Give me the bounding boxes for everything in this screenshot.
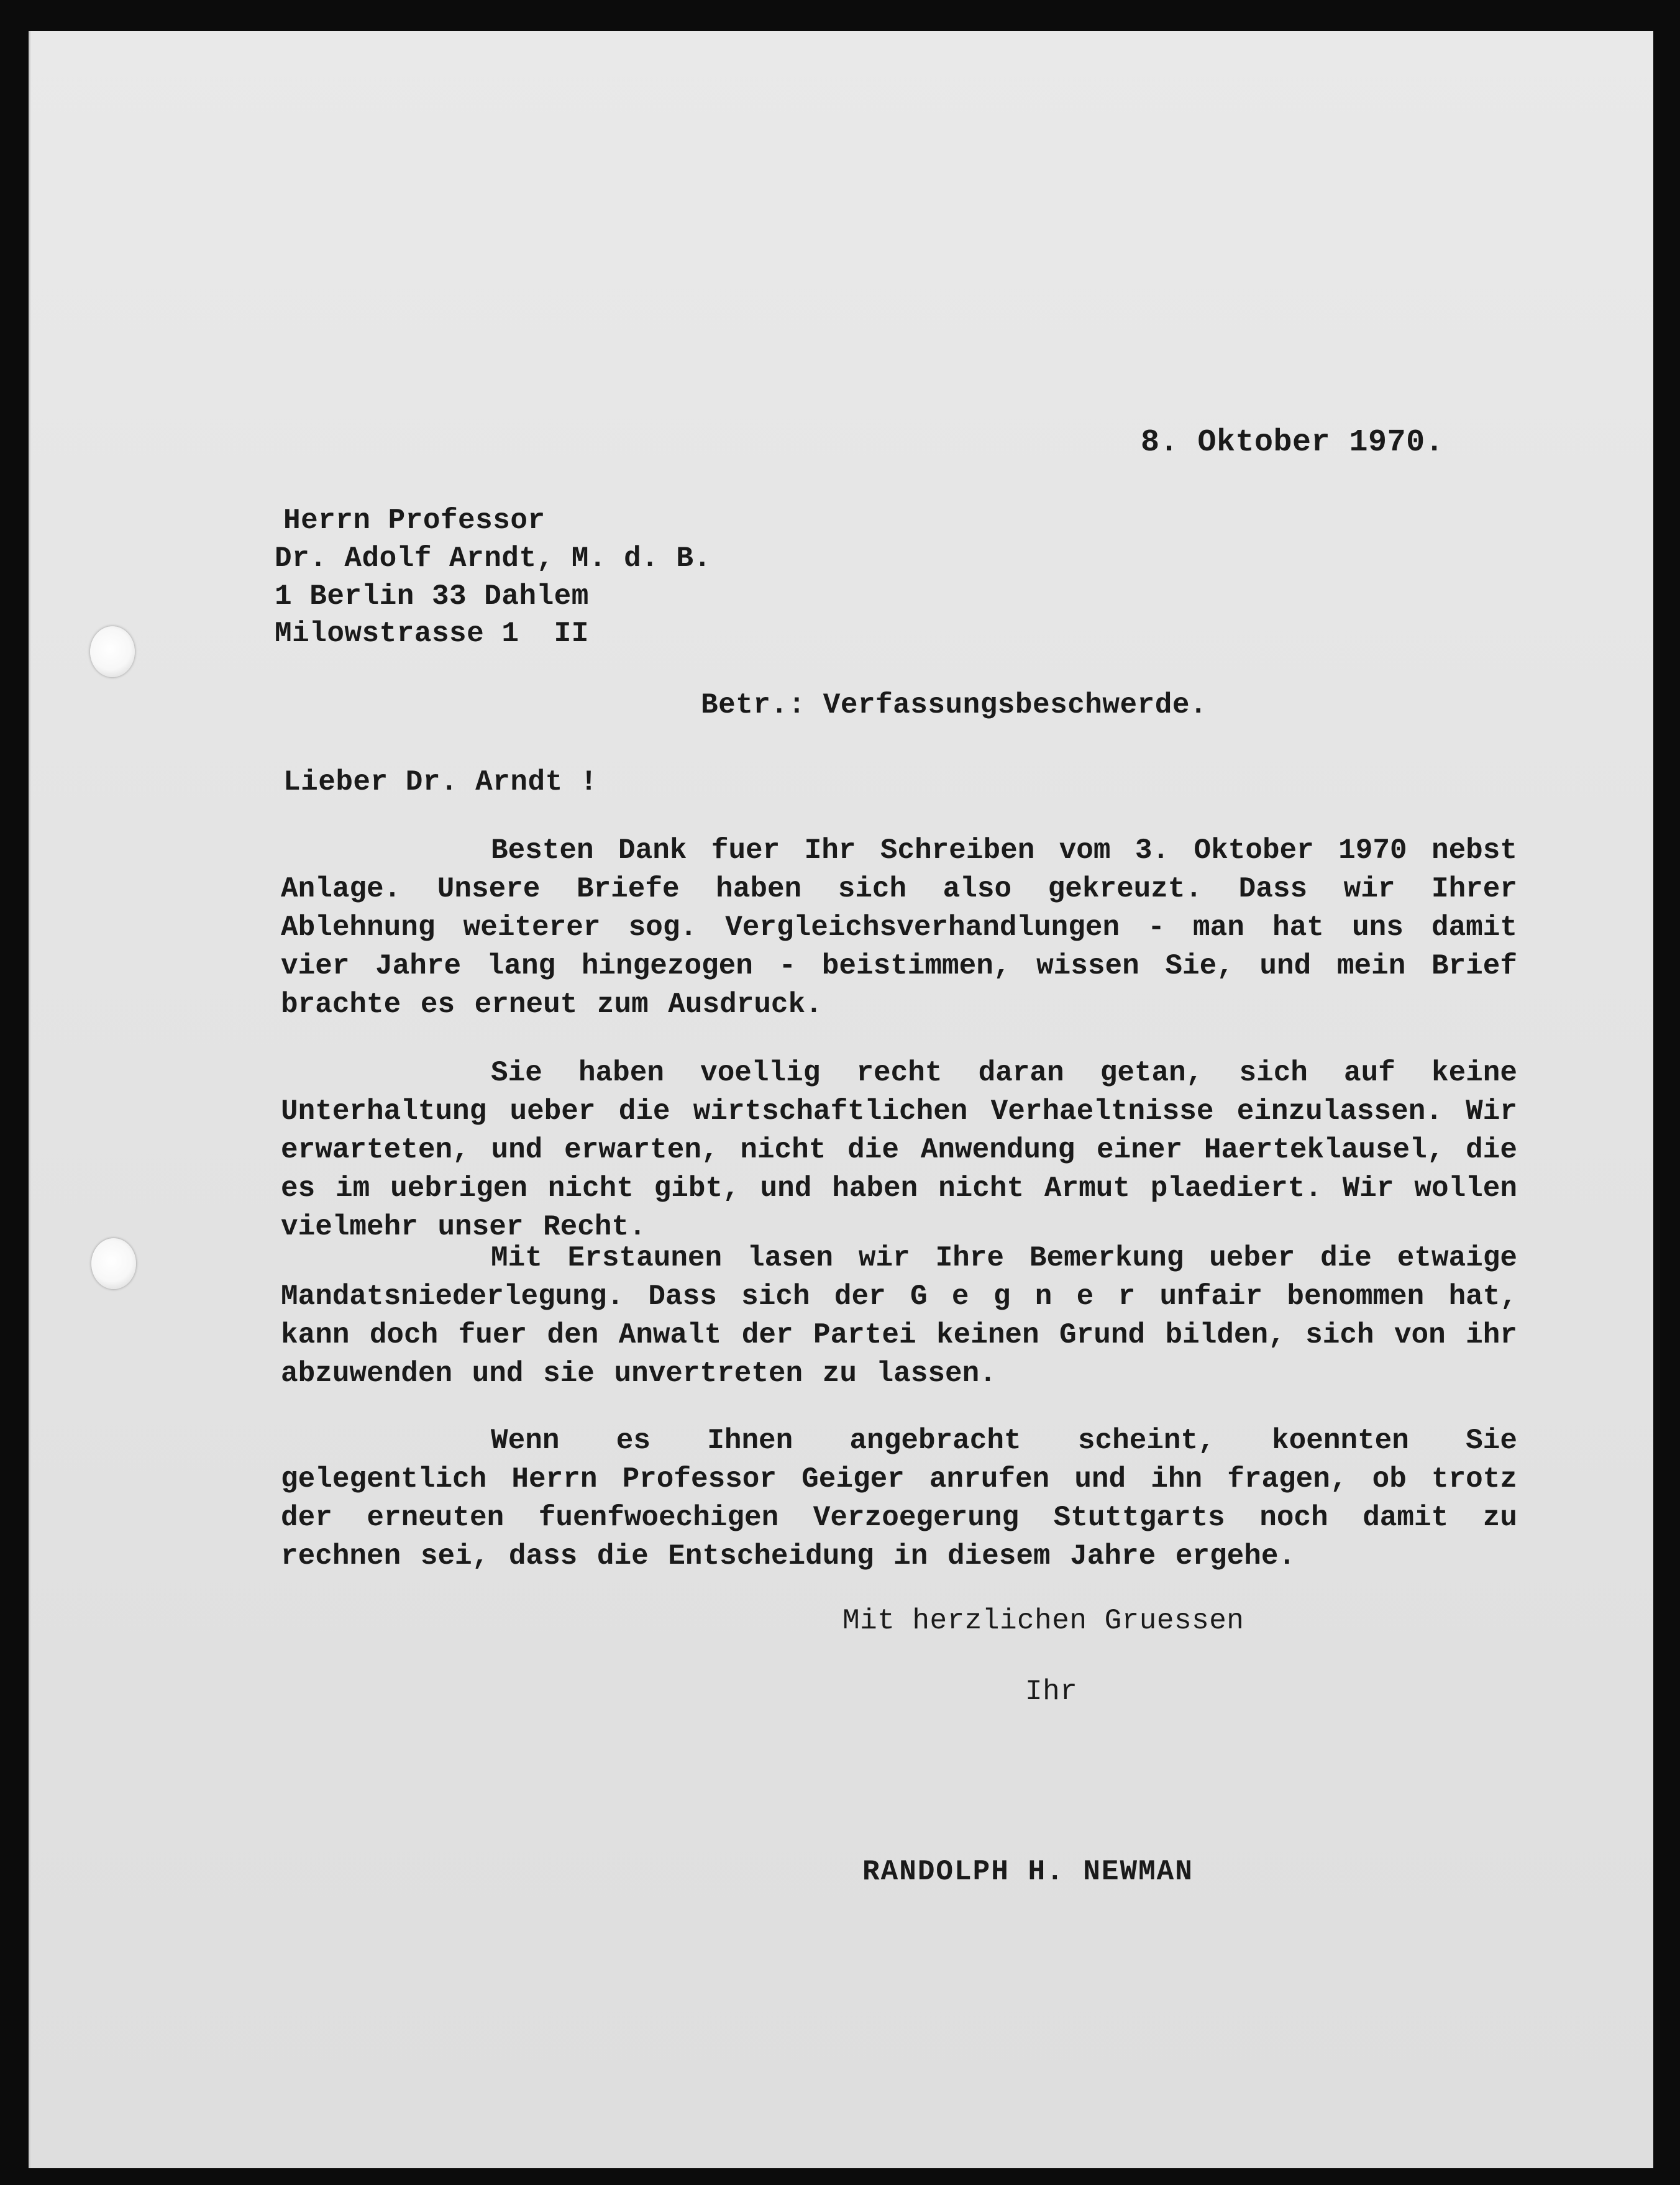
punch-hole [91,1238,136,1289]
body-paragraph: Sie haben voellig recht daran getan, sich auf keine Unterhaltung ueber die wirtschaftlichen Verhaeltnisse einzulassen. Wir erwarteten, und erwarten, nicht die Anwendung einer Haerteklausel, die es im uebrigen nicht gibt, und haben nicht Armut plaediert. Wir wollen vielmehr unser Recht. [281,1057,1517,1243]
signer-name: RANDOLPH H. NEWMAN [862,1856,1194,1888]
recipient-address-line: Herrn Professor [283,504,546,537]
punch-hole [90,626,135,677]
closing-greeting: Mit herzlichen Gruessen [842,1605,1244,1637]
closing-word: Ihr [1025,1676,1078,1708]
recipient-address-line: Milowstrasse 1 II [275,618,589,650]
body-paragraph: Mit Erstaunen lasen wir Ihre Bemerkung ueber die etwaige Mandatsniederlegung. Dass sich der G e g n e r unfair benommen hat, kann doch fuer den Anwalt der Partei keinen Grund bilden, sich von ihr abzuwenden und sie unvertreten zu lassen. [281,1242,1517,1390]
recipient-address-line: Dr. Adolf Arndt, M. d. B. [275,542,711,575]
subject-line: Betr.: Verfassungsbeschwerde. [701,689,1208,721]
letter-date: 8. Oktober 1970. [1141,425,1445,460]
salutation: Lieber Dr. Arndt ! [283,766,598,798]
body-paragraph: Wenn es Ihnen angebracht scheint, koennten Sie gelegentlich Herrn Professor Geiger anrufen und ihn fragen, ob trotz der erneuten fuenfwoechigen Verzoegerung Stuttgarts noch damit zu rechnen sei, dass die Entscheidung in diesem Jahre ergehe. [281,1425,1517,1572]
recipient-address-line: 1 Berlin 33 Dahlem [275,580,589,613]
body-paragraph: Besten Dank fuer Ihr Schreiben vom 3. Oktober 1970 nebst Anlage. Unsere Briefe haben sich also gekreuzt. Dass wir Ihrer Ablehnung weiterer sog. Vergleichsverhandlungen - man hat uns damit vier Jahre lang hingezogen - beistimmen, wissen Sie, und mein Brief brachte es erneut zum Ausdruck. [281,834,1517,1021]
